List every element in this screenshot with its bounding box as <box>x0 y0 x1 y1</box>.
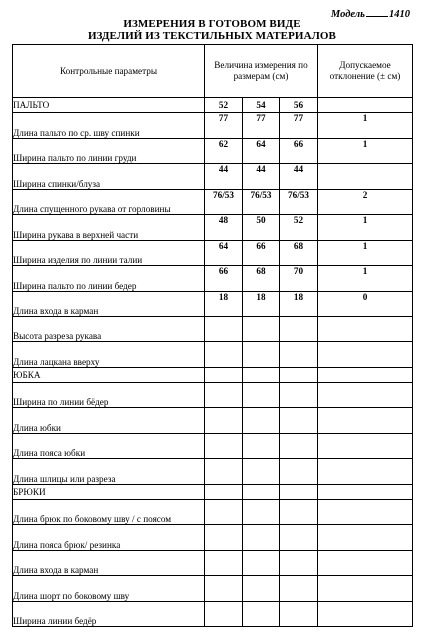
parameter-label: Ширина рукава в верхней части <box>13 215 205 240</box>
table-row <box>13 291 413 316</box>
measurement-value: 77 <box>280 113 318 138</box>
tolerance-value: 1 <box>318 138 413 163</box>
section-tolerance-cell <box>318 484 413 499</box>
parameter-label: Длина входа в карман <box>13 550 205 575</box>
measurement-value: 52 <box>280 215 318 240</box>
tolerance-value: 1 <box>318 266 413 291</box>
measurement-value: 18 <box>280 291 318 316</box>
size-header-cell: 56 <box>280 98 318 113</box>
table-row <box>13 113 413 138</box>
measurement-value: 64 <box>205 240 243 265</box>
measurement-value: 48 <box>205 215 243 240</box>
model-prefix: Модель <box>330 9 365 20</box>
measurement-value <box>280 342 318 367</box>
tolerance-value <box>318 576 413 601</box>
measurement-value <box>205 550 243 575</box>
measurement-value <box>243 576 280 601</box>
table-row <box>13 576 413 601</box>
parameter-label: Длина шлицы или разреза <box>13 459 205 484</box>
table-row <box>13 342 413 367</box>
parameter-label: Длина лацкана вверху <box>13 342 205 367</box>
parameter-label: Длина входа в карман <box>13 291 205 316</box>
header-params: Контрольные параметры <box>13 45 205 98</box>
measurement-value <box>243 550 280 575</box>
measurement-value <box>243 382 280 407</box>
size-header-cell <box>205 484 243 499</box>
title-line-2: ИЗДЕЛИЙ ИЗ ТЕКСТИЛЬНЫХ МАТЕРИАЛОВ <box>88 29 336 42</box>
section-title: ПАЛЬТО <box>13 98 205 113</box>
table-row <box>13 433 413 458</box>
measurement-value: 44 <box>243 164 280 189</box>
measurement-value: 76/53 <box>280 189 318 214</box>
table-row <box>13 408 413 433</box>
measurement-value: 76/53 <box>205 189 243 214</box>
size-header-cell: 54 <box>243 98 280 113</box>
measurement-value <box>280 408 318 433</box>
section-tolerance-cell <box>318 367 413 382</box>
table-row <box>13 459 413 484</box>
parameter-label: Ширина изделия по линии талии <box>13 240 205 265</box>
measurement-value: 77 <box>243 113 280 138</box>
section-title: БРЮКИ <box>13 484 205 499</box>
table-row <box>13 164 413 189</box>
measurement-value <box>205 459 243 484</box>
parameter-label: Длина спущенного рукава от горловины <box>13 189 205 214</box>
measurement-value <box>205 601 243 627</box>
document-title <box>0 19 424 42</box>
section-row <box>13 367 413 382</box>
size-header-cell <box>280 367 318 382</box>
parameter-label: Длина шорт по боковому шву <box>13 576 205 601</box>
parameter-label: Ширина пальто по линии бедер <box>13 266 205 291</box>
measurement-value <box>205 576 243 601</box>
parameter-label: Ширина спинки/блуза <box>13 164 205 189</box>
measurement-value <box>243 408 280 433</box>
measurement-value <box>280 601 318 627</box>
measurements-table <box>12 44 413 627</box>
measurement-value: 68 <box>243 266 280 291</box>
parameter-label: Длина юбки <box>13 408 205 433</box>
measurement-value: 62 <box>205 138 243 163</box>
measurement-value: 68 <box>280 240 318 265</box>
size-header-cell <box>205 367 243 382</box>
title-line-1: ИЗМЕРЕНИЯ В ГОТОВОМ ВИДЕ <box>123 18 301 30</box>
measurement-value <box>205 499 243 524</box>
section-row <box>13 484 413 499</box>
tolerance-value <box>318 342 413 367</box>
tolerance-value <box>318 601 413 627</box>
tolerance-value: 2 <box>318 189 413 214</box>
model-underline <box>366 16 388 17</box>
table-row <box>13 601 413 627</box>
table-row <box>13 550 413 575</box>
measurement-value: 50 <box>243 215 280 240</box>
tolerance-value <box>318 499 413 524</box>
tolerance-value: 1 <box>318 113 413 138</box>
parameter-label: Длина брюк по боковому шву / с поясом <box>13 499 205 524</box>
tolerance-value <box>318 433 413 458</box>
measurement-value <box>243 525 280 550</box>
parameter-label: Длина пояса брюк/ резинка <box>13 525 205 550</box>
parameter-label: Высота разреза рукава <box>13 316 205 341</box>
tolerance-value: 1 <box>318 240 413 265</box>
tolerance-value <box>318 408 413 433</box>
measurement-value <box>205 342 243 367</box>
measurement-value: 77 <box>205 113 243 138</box>
header-tolerance: Допускаемое отклонение (± см) <box>318 45 413 98</box>
measurement-value: 18 <box>205 291 243 316</box>
measurement-value <box>280 316 318 341</box>
size-header-cell <box>243 484 280 499</box>
measurement-value: 70 <box>280 266 318 291</box>
tolerance-value <box>318 382 413 407</box>
measurement-value: 66 <box>243 240 280 265</box>
table-row <box>13 189 413 214</box>
measurement-value <box>280 576 318 601</box>
table-row <box>13 138 413 163</box>
parameter-label: Ширина линии бедёр <box>13 601 205 627</box>
section-row <box>13 98 413 113</box>
parameter-label: Длина пояса юбки <box>13 433 205 458</box>
size-header-cell <box>243 367 280 382</box>
tolerance-value <box>318 316 413 341</box>
size-header-cell <box>280 484 318 499</box>
measurement-value <box>243 316 280 341</box>
measurement-value <box>280 499 318 524</box>
header-sizes: Величина измерения по размерам (см) <box>205 45 318 98</box>
measurement-value <box>280 525 318 550</box>
measurement-value <box>205 525 243 550</box>
measurement-value <box>243 459 280 484</box>
table-row <box>13 316 413 341</box>
header-row <box>13 45 413 98</box>
measurement-value <box>205 408 243 433</box>
measurement-value: 66 <box>280 138 318 163</box>
tolerance-value <box>318 459 413 484</box>
measurement-value <box>243 433 280 458</box>
table-row <box>13 499 413 524</box>
measurement-value: 44 <box>205 164 243 189</box>
tolerance-value: 1 <box>318 215 413 240</box>
table-row <box>13 382 413 407</box>
tolerance-value <box>318 550 413 575</box>
table-row <box>13 240 413 265</box>
measurement-value <box>280 433 318 458</box>
table-row <box>13 266 413 291</box>
section-tolerance-cell <box>318 98 413 113</box>
measurement-value <box>205 433 243 458</box>
tolerance-value <box>318 164 413 189</box>
measurements-table-body <box>13 45 413 627</box>
measurement-value: 76/53 <box>243 189 280 214</box>
parameter-label: Ширина по линии бёдер <box>13 382 205 407</box>
measurement-value: 66 <box>205 266 243 291</box>
measurement-value: 44 <box>280 164 318 189</box>
measurement-value <box>243 499 280 524</box>
measurement-value <box>280 382 318 407</box>
table-row <box>13 215 413 240</box>
parameter-label: Ширина пальто по линии груди <box>13 138 205 163</box>
measurement-value: 18 <box>243 291 280 316</box>
tolerance-value <box>318 525 413 550</box>
measurement-value <box>243 342 280 367</box>
parameter-label: Длина пальто по ср. шву спинки <box>13 113 205 138</box>
size-header-cell: 52 <box>205 98 243 113</box>
model-number: 1410 <box>389 9 410 20</box>
measurement-value <box>280 550 318 575</box>
measurement-value <box>205 382 243 407</box>
measurement-value <box>243 601 280 627</box>
table-row <box>13 525 413 550</box>
measurement-value <box>280 459 318 484</box>
measurement-value: 64 <box>243 138 280 163</box>
tolerance-value: 0 <box>318 291 413 316</box>
measurement-value <box>205 316 243 341</box>
section-title: ЮБКА <box>13 367 205 382</box>
